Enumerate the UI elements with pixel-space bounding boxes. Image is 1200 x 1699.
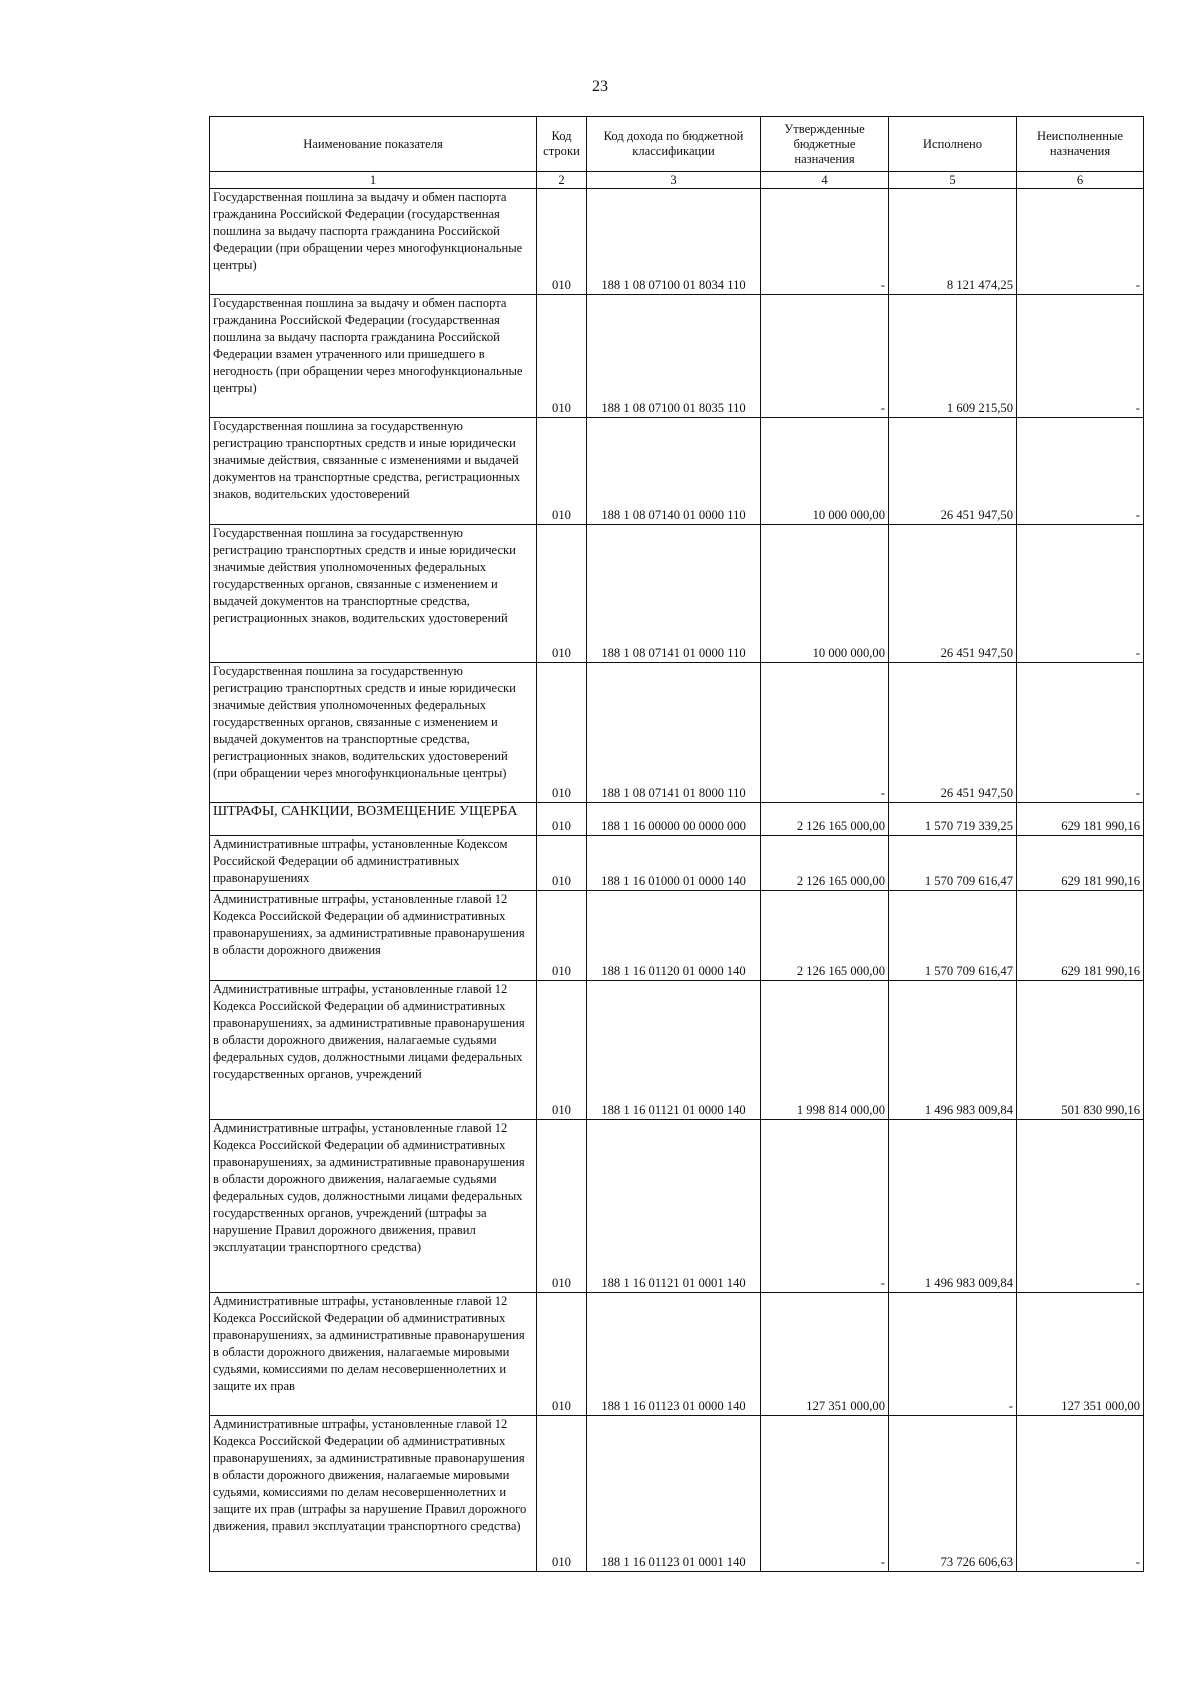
approved-value: -	[761, 663, 889, 803]
header-row	[210, 117, 1144, 172]
line-code: 010	[537, 418, 587, 525]
budget-code: 188 1 16 01121 01 0001 140	[587, 1120, 761, 1293]
column-number-row	[210, 172, 1144, 189]
line-code: 010	[537, 1120, 587, 1293]
approved-value: 1 998 814 000,00	[761, 981, 889, 1120]
indicator-name: Административные штрафы, установленные главой 12 Кодекса Российской Федерации об административных правонарушениях, за административные правонарушения в области дорожного движения, налагаемые судьями федеральных судов, должностными лицами федеральных государственных органов, учреждений (штрафы за нарушение Правил дорожного движения, правил эксплуатации транспортного средства)	[210, 1120, 537, 1293]
header-budget-code: Код дохода по бюджетной классификации	[587, 117, 761, 172]
header-approved: Утвержденные бюджетные назначения	[761, 117, 889, 172]
table-row	[210, 663, 1144, 803]
indicator-name: ШТРАФЫ, САНКЦИИ, ВОЗМЕЩЕНИЕ УЩЕРБА	[210, 803, 537, 836]
indicator-name: Административные штрафы, установленные главой 12 Кодекса Российской Федерации об административных правонарушениях, за административные правонарушения в области дорожного движения, налагаемые судьями федеральных судов, должностными лицами федеральных государственных органов, учреждений	[210, 981, 537, 1120]
budget-code: 188 1 16 00000 00 0000 000	[587, 803, 761, 836]
approved-value: 2 126 165 000,00	[761, 836, 889, 891]
column-number: 4	[761, 172, 889, 189]
header-executed: Исполнено	[889, 117, 1017, 172]
revenue-table	[209, 116, 1144, 1572]
indicator-name: Административные штрафы, установленные Кодексом Российской Федерации об административных правонарушениях	[210, 836, 537, 891]
executed-value: 1 570 709 616,47	[889, 836, 1017, 891]
table-row	[210, 525, 1144, 663]
header-name: Наименование показателя	[210, 117, 537, 172]
unexecuted-value: 629 181 990,16	[1017, 891, 1144, 981]
executed-value: 1 496 983 009,84	[889, 1120, 1017, 1293]
indicator-name: Государственная пошлина за выдачу и обмен паспорта гражданина Российской Федерации (государственная пошлина за выдачу паспорта гражданина Российской Федерации (при обращении через многофункциональные центры)	[210, 189, 537, 295]
approved-value: -	[761, 295, 889, 418]
executed-value: -	[889, 1293, 1017, 1416]
header-line-code: Код строки	[537, 117, 587, 172]
budget-code: 188 1 16 01120 01 0000 140	[587, 891, 761, 981]
indicator-name: Государственная пошлина за выдачу и обмен паспорта гражданина Российской Федерации (государственная пошлина за выдачу паспорта гражданина Российской Федерации взамен утраченного или пришедшего в негодность (при обращении через многофункциональные центры)	[210, 295, 537, 418]
column-number: 2	[537, 172, 587, 189]
budget-code: 188 1 16 01123 01 0000 140	[587, 1293, 761, 1416]
executed-value: 73 726 606,63	[889, 1416, 1017, 1572]
column-number: 6	[1017, 172, 1144, 189]
table-row	[210, 1293, 1144, 1416]
table-row	[210, 418, 1144, 525]
approved-value: -	[761, 189, 889, 295]
unexecuted-value: -	[1017, 1120, 1144, 1293]
indicator-name: Административные штрафы, установленные главой 12 Кодекса Российской Федерации об административных правонарушениях, за административные правонарушения в области дорожного движения, налагаемые мировыми судьями, комиссиями по делам несовершеннолетних и защите их прав	[210, 1293, 537, 1416]
unexecuted-value: -	[1017, 189, 1144, 295]
budget-code: 188 1 08 07100 01 8034 110	[587, 189, 761, 295]
table-row	[210, 295, 1144, 418]
budget-code: 188 1 16 01123 01 0001 140	[587, 1416, 761, 1572]
indicator-name: Государственная пошлина за государственную регистрацию транспортных средств и иные юридически значимые действия уполномоченных федеральных государственных органов, связанные с изменением и выдачей документов на транспортные средства, регистрационных знаков, водительских удостоверений	[210, 525, 537, 663]
table-row	[210, 189, 1144, 295]
line-code: 010	[537, 525, 587, 663]
table-row	[210, 836, 1144, 891]
executed-value: 1 570 709 616,47	[889, 891, 1017, 981]
unexecuted-value: 629 181 990,16	[1017, 836, 1144, 891]
executed-value: 26 451 947,50	[889, 525, 1017, 663]
approved-value: 10 000 000,00	[761, 418, 889, 525]
budget-code: 188 1 16 01000 01 0000 140	[587, 836, 761, 891]
budget-code: 188 1 08 07140 01 0000 110	[587, 418, 761, 525]
approved-value: -	[761, 1416, 889, 1572]
approved-value: 10 000 000,00	[761, 525, 889, 663]
line-code: 010	[537, 1293, 587, 1416]
unexecuted-value: -	[1017, 525, 1144, 663]
column-number: 3	[587, 172, 761, 189]
approved-value: -	[761, 1120, 889, 1293]
executed-value: 1 570 719 339,25	[889, 803, 1017, 836]
line-code: 010	[537, 891, 587, 981]
indicator-name: Административные штрафы, установленные главой 12 Кодекса Российской Федерации об административных правонарушениях, за административные правонарушения в области дорожного движения	[210, 891, 537, 981]
unexecuted-value: -	[1017, 663, 1144, 803]
column-number: 1	[210, 172, 537, 189]
unexecuted-value: -	[1017, 418, 1144, 525]
table-row	[210, 891, 1144, 981]
approved-value: 127 351 000,00	[761, 1293, 889, 1416]
budget-code: 188 1 08 07141 01 0000 110	[587, 525, 761, 663]
table-row	[210, 1120, 1144, 1293]
line-code: 010	[537, 836, 587, 891]
approved-value: 2 126 165 000,00	[761, 803, 889, 836]
indicator-name: Государственная пошлина за государственную регистрацию транспортных средств и иные юридически значимые действия уполномоченных федеральных государственных органов, связанные с изменением и выдачей документов на транспортные средства, регистрационных знаков, водительских удостоверений (при обращении через многофункциональные центры)	[210, 663, 537, 803]
table-row	[210, 981, 1144, 1120]
executed-value: 26 451 947,50	[889, 418, 1017, 525]
line-code: 010	[537, 981, 587, 1120]
indicator-name: Государственная пошлина за государственную регистрацию транспортных средств и иные юридически значимые действия, связанные с изменениями и выдачей документов на транспортные средства, регистрационных знаков, водительских удостоверений	[210, 418, 537, 525]
line-code: 010	[537, 663, 587, 803]
line-code: 010	[537, 803, 587, 836]
header-unexecuted: Неисполненные назначения	[1017, 117, 1144, 172]
unexecuted-value: -	[1017, 1416, 1144, 1572]
unexecuted-value: 629 181 990,16	[1017, 803, 1144, 836]
table-row	[210, 803, 1144, 836]
executed-value: 26 451 947,50	[889, 663, 1017, 803]
executed-value: 8 121 474,25	[889, 189, 1017, 295]
budget-code: 188 1 08 07141 01 8000 110	[587, 663, 761, 803]
unexecuted-value: 501 830 990,16	[1017, 981, 1144, 1120]
table-row	[210, 1416, 1144, 1572]
budget-code: 188 1 16 01121 01 0000 140	[587, 981, 761, 1120]
executed-value: 1 496 983 009,84	[889, 981, 1017, 1120]
unexecuted-value: 127 351 000,00	[1017, 1293, 1144, 1416]
line-code: 010	[537, 189, 587, 295]
line-code: 010	[537, 295, 587, 418]
indicator-name: Административные штрафы, установленные главой 12 Кодекса Российской Федерации об административных правонарушениях, за административные правонарушения в области дорожного движения, налагаемые мировыми судьями, комиссиями по делам несовершеннолетних и защите их прав (штрафы за нарушение Правил дорожного движения, правил эксплуатации транспортного средства)	[210, 1416, 537, 1572]
line-code: 010	[537, 1416, 587, 1572]
executed-value: 1 609 215,50	[889, 295, 1017, 418]
column-number: 5	[889, 172, 1017, 189]
unexecuted-value: -	[1017, 295, 1144, 418]
approved-value: 2 126 165 000,00	[761, 891, 889, 981]
budget-code: 188 1 08 07100 01 8035 110	[587, 295, 761, 418]
page-number: 23	[592, 78, 608, 95]
